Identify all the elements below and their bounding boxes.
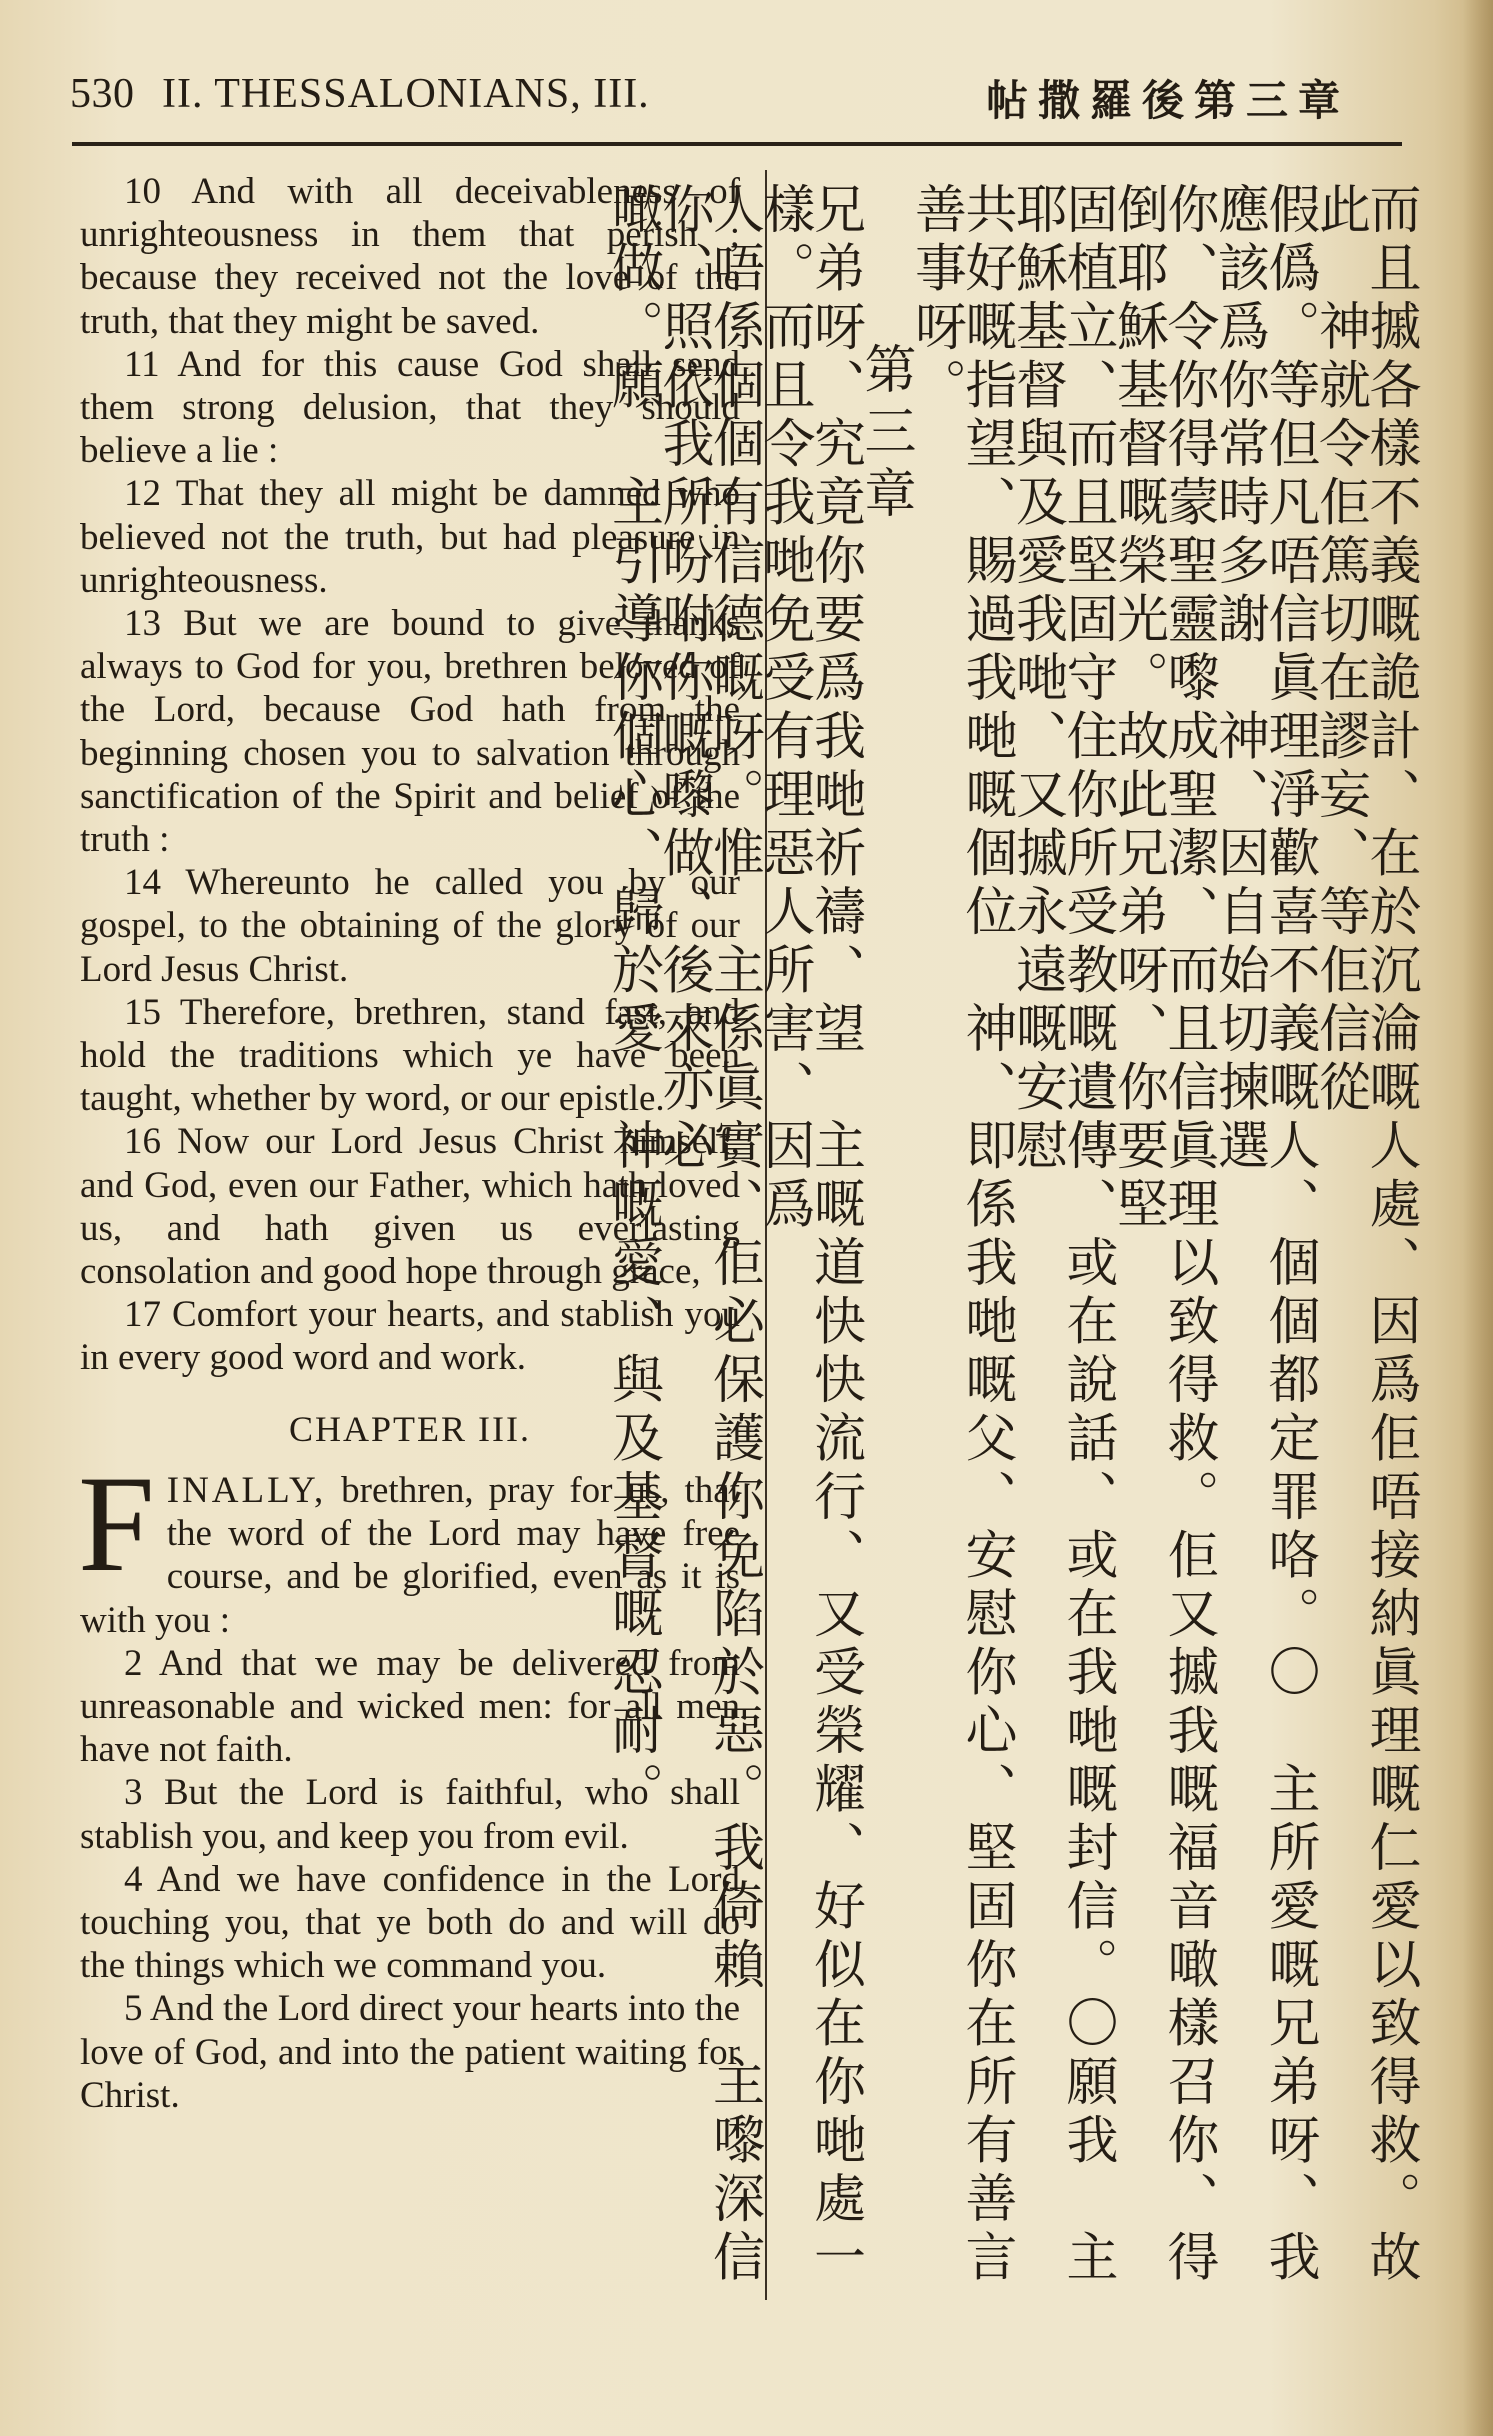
verse-10: 10 And with all deceivableness of unrighteousness in them that perish ; because they received not the love of the truth, that they might be saved. — [80, 171, 740, 342]
chinese-text-column: 兄弟呀、究竟你要爲我哋祈禱、望 主嘅道快快流行、又受榮耀、好似在你哋處一樣。而且令我哋免受有理惡人所害、因爲 — [754, 182, 865, 2288]
chapter-heading: CHAPTER III. — [289, 1408, 531, 1449]
header-rule — [72, 142, 1402, 146]
chinese-chapter-heading: 第三章 — [855, 342, 915, 528]
verse-11: 11 And for this cause God shall send them strong delusion, that they should believe a lie : — [80, 343, 740, 472]
verse-1-text: brethren, pray for us, that the word of the Lord may have free course, and be glorified, even as it is with you : — [80, 1469, 740, 1641]
verse-12: 12 That they all might be damned who believed not the truth, but had pleasure in unrighteousness. — [80, 473, 740, 601]
chinese-text-column: 固植立、而且堅固守住你所受教嘅遺傳、或在說話、或在我哋嘅封信。〇願我 主耶穌基督與及愛我哋、又摵永遠嘅安慰 — [1006, 182, 1117, 2288]
chinese-column — [602, 182, 1420, 2302]
chinese-text-column: 共好嘅指望、賜過我哋嘅個位 神、即係我哋嘅父、安慰你心、堅固你在所有善言善事呀。 — [905, 182, 1016, 2288]
chinese-text-column: 假僞。等但凡唔信眞理淨歡喜不義嘅人、個個都定罪咯。〇 主所愛嘅兄弟呀、我應該爲你常時多謝 神、因自始切揀選 — [1208, 182, 1319, 2288]
verse-4: 4 And we have confidence in the Lord touching you, that ye both do and will do the things which we command you. — [80, 1858, 740, 1987]
running-title: II. THESSALONIANS, III. — [162, 71, 650, 117]
chinese-text-column: 你、令你得蒙聖靈嚟成聖潔、而且信眞理以致得救。佢又摵我嘅福音噉樣召你、得倒耶穌基督嘅榮光。故此兄弟呀、你要堅 — [1107, 182, 1218, 2288]
chinese-text-column: 人唔係個個有信德嘅呀。惟 主係眞實、佢必保護你免陷於惡。我倚賴 主嚟深信你、照依我所吩咐你嘅嚟做、後來亦必 — [653, 182, 764, 2288]
verse-2: 2 And that we may be delivered from unreasonable and wicked men: for all men have not faith. — [80, 1642, 740, 1771]
first-word: INALLY, — [166, 1469, 327, 1511]
drop-cap: F — [78, 1446, 155, 1600]
verse-5: 5 And the Lord direct your hearts into the love of God, and into the patient waiting for Christ. — [80, 1988, 740, 2116]
verse-16: 16 Now our Lord Jesus Christ himself, and God, even our Father, which hath loved us, and hath given us everlasting consolation and good hope through grace, — [80, 1121, 740, 1293]
chinese-text-column: 噉做。願 主引導你個心、歸於愛 神嘅愛、與及基督嘅忍耐。 — [602, 182, 663, 1820]
page-edge-shadow — [1463, 0, 1493, 2436]
verse-13: 13 But we are bound to give thanks always to God for you, brethren beloved of the Lord, because God hath from the beginning chosen you to salvation through sanctification of the Spirit and belief of the truth : — [80, 603, 740, 861]
verse-14: 14 Whereunto he called you by our gospel, to the obtaining of the glory of our Lord Jesus Christ. — [80, 862, 740, 990]
verse-15: 15 Therefore, brethren, stand fast, and hold the traditions which ye have been taught, whether by word, or our epistle. — [80, 991, 740, 1120]
chinese-running-title: 帖撒羅後第三章 — [985, 76, 1350, 125]
verse-17: 17 Comfort your hearts, and stablish you in every good word and work. — [80, 1294, 740, 1379]
chinese-text-column: 而且摵各樣不義嘅詭計、在於沉淪嘅人處、因爲佢唔接納眞理嘅仁愛以致得救。故此 神就令佢篤切在謬妄、等佢信從 — [1309, 182, 1420, 2288]
verse-3: 3 But the Lord is faithful, who shall stablish you, and keep you from evil. — [80, 1772, 740, 1857]
page-header — [70, 62, 1350, 132]
page-number: 530 — [70, 71, 135, 117]
